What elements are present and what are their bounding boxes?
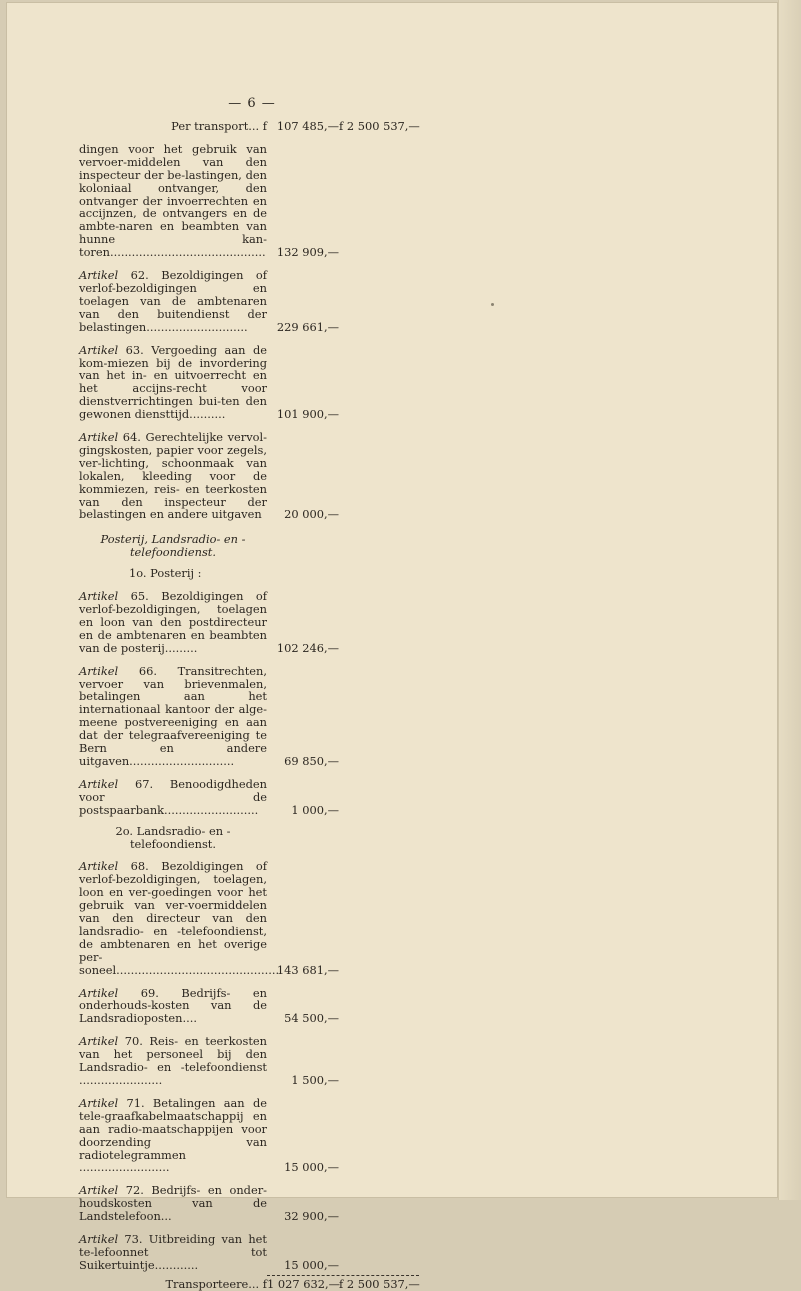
- budget-item-art65: [79, 590, 419, 655]
- budget-item-text: [79, 431, 267, 521]
- total-rule: [79, 1275, 419, 1276]
- transport-bottom-row: [79, 1278, 419, 1291]
- article-description: 64. Gerechtelijke vervol-gingskosten, papier voor zegels, ver-lichting, schoonmaak van lokalen, kleeding voor de kommiezen, reis- en teerkosten van den inspecteur der belastingen en andere uitgaven: [79, 430, 267, 522]
- article-label: Artikel: [79, 1034, 119, 1049]
- budget-content: [79, 120, 419, 1291]
- budget-item-text: [79, 859, 280, 977]
- articles-landsradio: [79, 860, 419, 1271]
- articles-posterij: [79, 590, 419, 817]
- budget-item-amount: 15 000,—: [284, 1257, 339, 1272]
- budget-item-art73: [79, 1233, 419, 1272]
- article-description: 67. Benoodigdheden voor de postspaarbank..........................: [79, 776, 267, 817]
- article-description: 63. Vergoeding aan de kom-miezen bij de invordering van het in- en uitvoerrecht en het accijns-recht voor dienstverrichtingen bui-ten den gewonen diensttijd..........: [79, 342, 267, 422]
- budget-item-amount: 1 000,—: [291, 802, 339, 817]
- transport-top-label: Per transport... f: [171, 119, 267, 133]
- article-label: Artikel: [79, 1232, 119, 1247]
- budget-item-art69: [79, 987, 419, 1026]
- budget-item-text: [79, 1097, 267, 1174]
- transport-bottom-amount: 1 027 632,—: [267, 1276, 340, 1291]
- budget-item-carry: [79, 143, 419, 259]
- article-label: Artikel: [79, 430, 119, 445]
- budget-item-amount: 132 909,—: [276, 245, 339, 260]
- dashed-rule: [267, 1275, 419, 1276]
- budget-item-amount: 69 850,—: [284, 753, 339, 768]
- budget-item-amount: 15 000,—: [284, 1160, 339, 1175]
- budget-item-art62: [79, 269, 419, 334]
- article-label: Artikel: [79, 776, 119, 791]
- transport-top-total: f 2 500 537,—: [339, 119, 420, 133]
- budget-item-text: [79, 1035, 267, 1087]
- budget-item-amount: 101 900,—: [276, 407, 339, 422]
- transport-bottom-label: Transporteere... f: [165, 1276, 267, 1291]
- budget-item-amount: 102 246,—: [276, 640, 339, 655]
- budget-item-text: [79, 665, 267, 768]
- paper-speck: [491, 303, 494, 306]
- budget-item-art68: [79, 860, 419, 976]
- article-description: 73. Uitbreiding van het te-lefoonnet tot Suikertuintje............: [79, 1232, 267, 1272]
- article-label: Artikel: [79, 985, 119, 1000]
- article-label: Artikel: [79, 1183, 119, 1198]
- budget-item-art63: [79, 344, 419, 421]
- article-label: Artikel: [79, 859, 119, 874]
- budget-item-art64: [79, 431, 419, 521]
- article-description: 62. Bezoldigingen of verlof-bezoldigingen en toelagen van de ambtenaren van den buitendienst der belastingen............................: [79, 268, 267, 334]
- budget-item-text: [79, 590, 267, 655]
- budget-item-amount: 54 500,—: [284, 1011, 339, 1026]
- section-heading-posterij: Posterij, Landsradio- en -telefoondienst.: [100, 532, 246, 560]
- budget-item-amount: 32 900,—: [284, 1209, 339, 1224]
- page-number: — 6 —: [228, 96, 276, 111]
- budget-item-amount: 20 000,—: [284, 507, 339, 522]
- article-label: Artikel: [79, 1095, 119, 1110]
- article-description: 71. Betalingen aan de tele-graafkabelmaatschappij en aan radio-maatschappijen voor doorzending van radiotelegrammen .........................: [79, 1095, 267, 1175]
- article-description: 66. Transitrechten, vervoer van brievenmalen, betalingen aan het internationaal kantoor der alge-meene postvereeniging en aan dat der telegraafvereeniging te Bern en andere uitgaven.............................: [79, 663, 267, 768]
- budget-item-art67: [79, 778, 419, 817]
- article-label: Artikel: [79, 663, 119, 678]
- budget-item-text: [79, 1184, 267, 1223]
- transport-top-row: [79, 120, 419, 133]
- budget-item-art71: [79, 1097, 419, 1174]
- budget-item-art70: [79, 1035, 419, 1087]
- subsection-landsradio: 2o. Landsradio- en -telefoondienst.: [115, 823, 231, 851]
- article-label: Artikel: [79, 268, 119, 283]
- budget-item-amount: 229 661,—: [276, 319, 339, 334]
- page-edge: [778, 0, 801, 1200]
- transport-bottom-total: f 2 500 537,—: [339, 1276, 420, 1291]
- transport-top-amount: 107 485,—: [276, 119, 339, 133]
- budget-item-amount: 143 681,—: [276, 962, 339, 977]
- article-description: dingen voor het gebruik van vervoer-middelen van den inspecteur der be-lastingen, den koloniaal ontvanger, den ontvanger der invoerrechten en accijnzen, de ontvangers en de ambte-naren en beambten van hunne kan-toren...........................................: [79, 141, 267, 260]
- budget-item-art66: [79, 665, 419, 768]
- article-description: 70. Reis- en teerkosten van het personeel bij den Landsradio- en -telefoondienst .......................: [79, 1034, 267, 1087]
- article-label: Artikel: [79, 589, 119, 604]
- subsection-posterij: 1o. Posterij :: [129, 566, 202, 581]
- budget-item-text: [79, 269, 267, 334]
- budget-item-amount: 1 500,—: [291, 1073, 339, 1087]
- article-label: Artikel: [79, 342, 119, 357]
- article-description: 65. Bezoldigingen of verlof-bezoldigingen, toelagen en loon van den postdirecteur en de ambtenaren en beambten van de posterij.........: [79, 589, 267, 655]
- article-description: 72. Bedrijfs- en onder-houdskosten van de Landstelefoon...: [79, 1183, 267, 1224]
- budget-item-text: [79, 778, 267, 817]
- budget-item-text: [79, 344, 267, 421]
- budget-item-art72: [79, 1184, 419, 1223]
- budget-item-text: [79, 1233, 267, 1272]
- budget-item-text: [79, 143, 267, 259]
- articles-belastingen: [79, 143, 419, 521]
- article-description: 68. Bezoldigingen of verlof-bezoldigingen, toelagen, loon en ver-goedingen voor het gebruik van ver-voermiddelen van den directeur van den landsradio- en -telefoondienst, de ambtenaren en het overige per-soneel.............................................: [79, 859, 280, 977]
- budget-item-text: [79, 987, 267, 1026]
- article-description: 69. Bedrijfs- en onderhouds-kosten van de Landsradioposten....: [79, 985, 267, 1026]
